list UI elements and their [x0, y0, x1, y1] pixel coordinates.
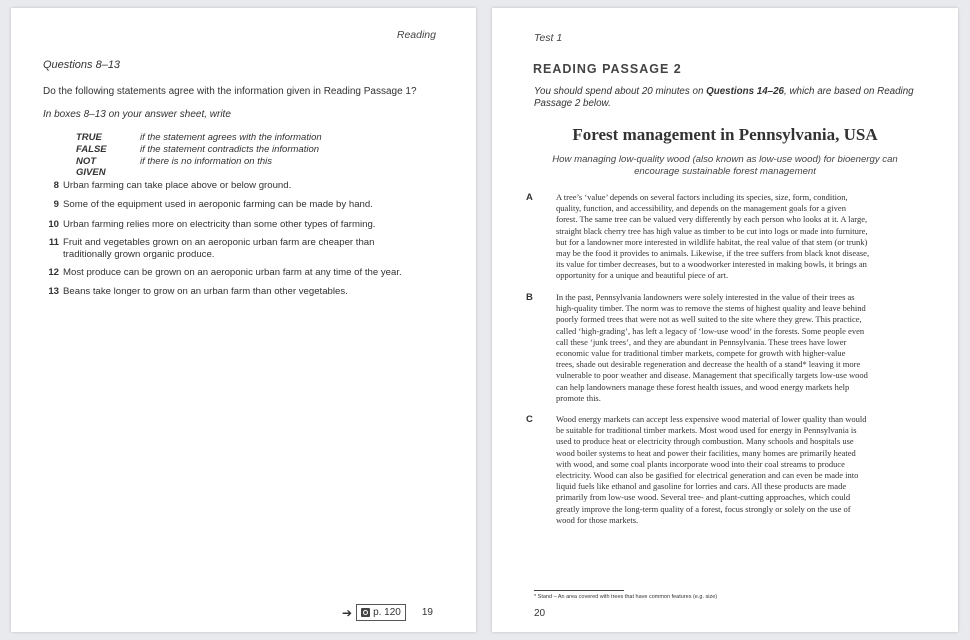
key-term: TRUE	[76, 132, 102, 143]
question-number: 10	[48, 219, 59, 230]
footnote: * Stand – An area covered with trees that have common features (e.g. size)	[534, 594, 718, 600]
paragraph-line: In the past, Pennsylvania landowners were solely interested in the value of their trees as	[556, 292, 855, 302]
paragraph-line: liquid fuels like ethanol and gasoline for lorries and cars. All these products are made	[556, 481, 847, 492]
page-reference-text: p. 120	[373, 607, 401, 618]
paragraph-line: opportunity for a unique and beautiful piece of art.	[556, 270, 729, 281]
question-number: 9	[53, 199, 59, 210]
paragraph-line: A tree’s ‘value’ depends on several factors including its species, size, form, condition,	[556, 192, 848, 202]
paragraph-line: may be the food it provides to animals. Likewise, if the tree suffers from black knot disease,	[556, 248, 870, 259]
passage-title: READING PASSAGE 2	[533, 62, 682, 76]
paragraph-line: straight black cherry tree has high value as timber to be cut into logs or made into furniture,	[556, 225, 868, 236]
paragraph-body	[556, 192, 924, 282]
paragraph-line: quality, function, and accessibility, and depends on the management goals for a given	[556, 203, 846, 214]
question-text: Beans take longer to grow on an urban farm than other vegetables.	[63, 286, 348, 297]
intro-text-end: , which are based on Reading	[784, 86, 914, 97]
question-text: Urban farming relies more on electricity than some other types of farming.	[63, 219, 376, 230]
answer-key-icon	[361, 608, 370, 617]
question-text: Most produce can be grown on an aeroponic urban farm at any time of the year.	[63, 267, 402, 278]
paragraph-line: poorly formed trees that were not as well suited to the site where they grew. This practice,	[556, 314, 862, 325]
paragraph-line: promote this.	[556, 392, 601, 403]
left-page	[11, 8, 476, 632]
page-number: 19	[421, 607, 433, 618]
question-11	[45, 237, 405, 263]
paragraph-body	[556, 414, 924, 526]
key-definition: if there is no information on this	[140, 156, 273, 167]
right-page	[492, 8, 958, 632]
paragraph-line: electricity. Wood can also be gasified for electrical generation and can even be made into	[556, 470, 859, 481]
paragraph-line: economic value for traditional timber markets, compete for growth with higher-value	[556, 348, 846, 359]
article-subheadline	[492, 154, 958, 178]
answer-key	[76, 132, 406, 178]
paragraph-line: be suitable for traditional timber markets. Most wood used for energy in Pennsylvania is	[556, 425, 857, 436]
paragraph-line: wood for those markets.	[556, 514, 639, 525]
paragraph-line: called ‘high-grading’, has left a legacy of ‘low-use wood’ in the forests. Some people even	[556, 325, 865, 336]
paragraph-letter: A	[526, 192, 533, 203]
paragraph-line: wood boiler systems to heat and power their facilities, many homes are primarily heated	[556, 447, 856, 458]
paragraph-line: Wood energy markets can accept less expensive wood material of lower quality than would	[556, 414, 867, 424]
question-number: 12	[48, 267, 59, 278]
question-text: Some of the equipment used in aeroponic farming can be made by hand.	[63, 199, 373, 210]
paragraph-letter: B	[526, 292, 533, 303]
paragraph-line: call these ‘junk trees’, and they are abundant in Pennsylvania. These trees have lower	[556, 336, 847, 347]
instruction-text: Do the following statements agree with the information given in Reading Passage 1?	[43, 86, 417, 97]
paragraph-line: vulnerable to poor weather and disease. Management that specifically targets low-use wood	[556, 370, 868, 381]
key-term: NOT GIVEN	[76, 156, 106, 178]
paragraph-line: but for a landowner more interested in wildlife habitat, the real value of that stem (or trunk)	[556, 236, 868, 247]
subheadline-line-2: encourage sustainable forest management	[634, 166, 816, 177]
question-text: Urban farming can take place above or below ground.	[63, 180, 292, 191]
intro-text: You should spend about 20 minutes on	[534, 86, 707, 97]
passage-intro	[534, 86, 934, 110]
answer-instruction: In boxes 8–13 on your answer sheet, write	[43, 109, 231, 120]
footnote-rule	[534, 590, 624, 591]
key-definition: if the statement agrees with the information	[140, 132, 322, 143]
key-term: FALSE	[76, 144, 107, 155]
running-head-test: Test 1	[534, 32, 563, 44]
article-headline: Forest management in Pennsylvania, USA	[572, 125, 878, 144]
page-number: 20	[534, 608, 546, 619]
subheadline-line-1: How managing low-quality wood (also known as low-use wood) for bioenergy can	[552, 154, 898, 165]
intro-text-line-2: Passage 2 below.	[534, 98, 611, 109]
paragraph-line: primarily from low-use wood. Several tree- and plant-cutting approaches, which could	[556, 492, 851, 503]
paragraph-body	[556, 292, 924, 404]
arrow-right-icon: ➔	[342, 605, 353, 620]
question-text-line-2: traditionally grown organic produce.	[63, 249, 215, 260]
paragraph-line: high-quality timber. The norm was to remove the stems of highest quality and leave behind	[556, 303, 866, 314]
page-footer-left	[342, 604, 433, 621]
paragraph-line: with wood, and some coal plants incorporate wood into their coal streams to produce	[556, 458, 845, 469]
paragraph-line: trees, shade out desirable regeneration and decrease the health of a stand* leaving it more	[556, 359, 861, 370]
question-number: 13	[48, 286, 59, 297]
key-definition: if the statement contradicts the information	[140, 144, 320, 155]
question-text: Fruit and vegetables grown on an aeroponic urban farm are cheaper than	[63, 237, 375, 248]
paragraph-line: greatly improve the long-term quality of a forest, focus strongly or solely on the use of	[556, 503, 851, 514]
paragraph-letter: C	[526, 414, 533, 425]
page-reference-link[interactable]	[356, 604, 406, 621]
running-head-reading: Reading	[396, 29, 436, 41]
question-number: 8	[53, 180, 59, 191]
intro-questions-range: Questions 14–26	[706, 86, 784, 97]
question-number: 11	[48, 237, 59, 248]
paragraph-line: forest. The same tree can be valued very differently by each person who looks at it. A large,	[556, 214, 868, 225]
questions-title: Questions 8–13	[43, 59, 121, 71]
paragraph-line: can help landowners manage these forest health issues, and wood energy markets help	[556, 381, 850, 392]
paragraph-line: its value for timber decreases, but to a woodworker interested in making bowls, it brings an	[556, 259, 867, 270]
paragraph-line: used to produce heat or electricity through combustion. Many schools and hospitals use	[556, 436, 854, 447]
